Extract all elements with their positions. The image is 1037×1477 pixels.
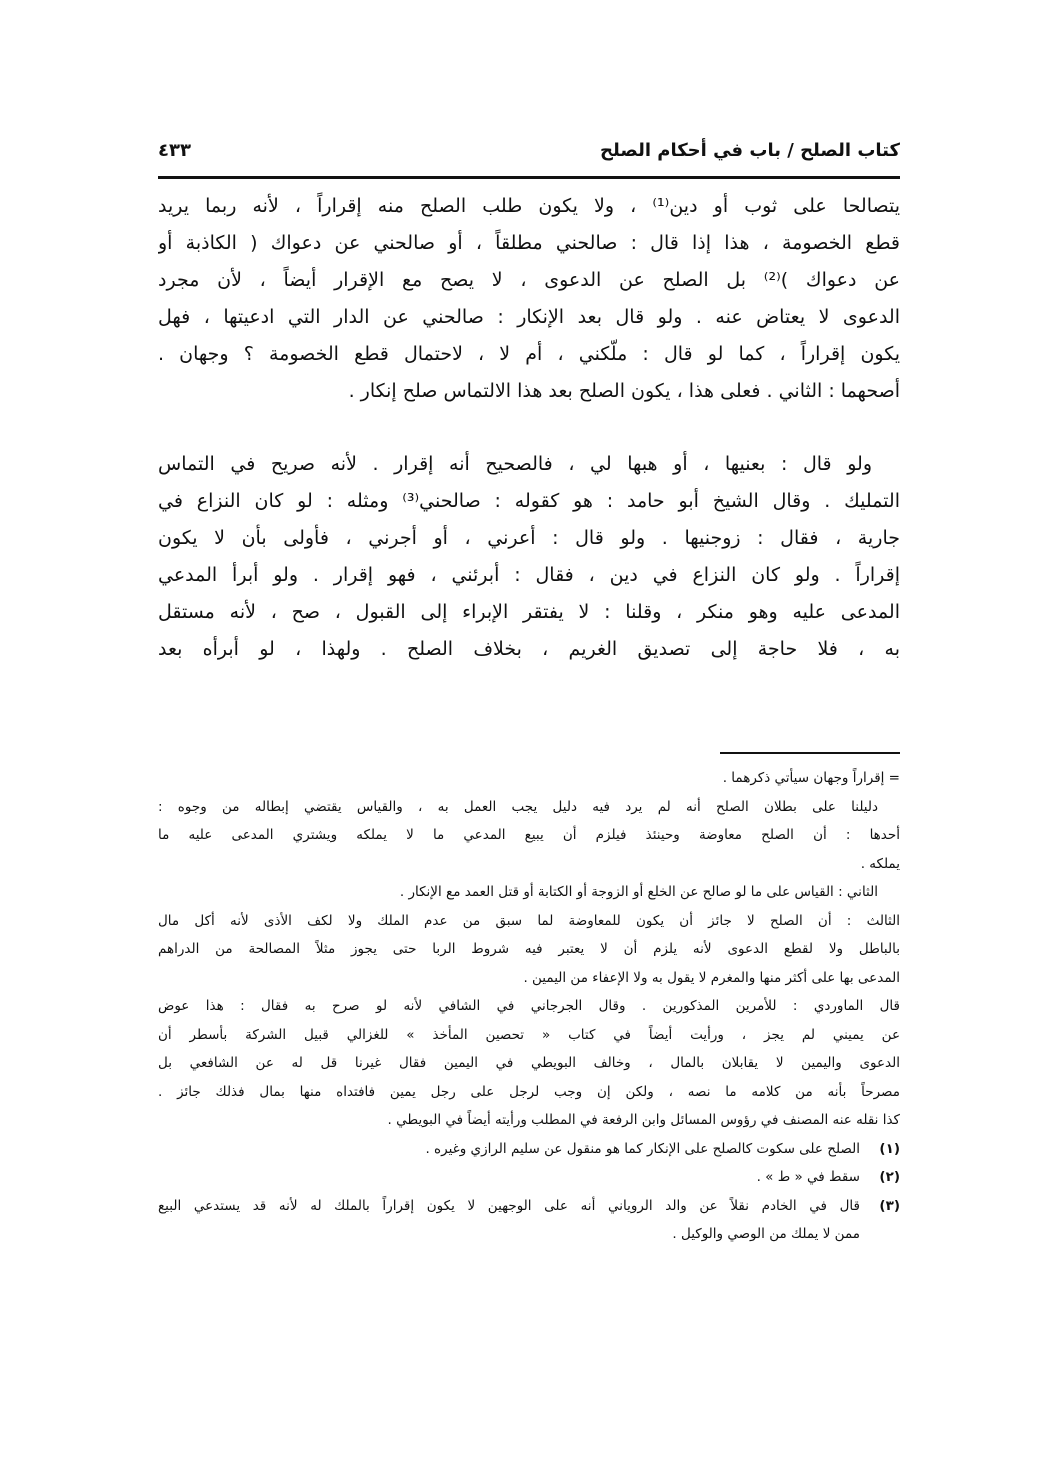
text-line: التمليك . وقال الشيخ أبو حامد : هو كقوله : صالحني⁽³⁾ ومثله : لو كان النزاع في (158, 490, 900, 512)
running-title: كتاب الصلح / باب في أحكام الصلح (600, 140, 900, 161)
footnotes (158, 764, 900, 1249)
footnote-text: سقط في « ط » . (756, 1169, 860, 1185)
header-rule (158, 176, 900, 179)
footnote-line: قال الماوردي : للأمرين المذكورين . وقال الجرجاني في الشافي لأنه لو صرح به فقال : هذا عوض (158, 998, 900, 1014)
text-line: الدعوى لا يعتاض عنه . ولو قال بعد الإنكار : صالحني عن الدار التي ادعيتها ، فهل (158, 306, 900, 328)
footnote-text: قال في الخادم نقلاً عن والد الروياني أنه على الوجهين لا يكون إقراراً بالملك له لأنه قد يستدعي البيع (158, 1197, 860, 1214)
footnote-line: الثاني : القياس على ما لو صالح عن الخلع أو الزوجة أو الكتابة أو قتل العمد مع الإنكار . (399, 884, 878, 900)
footnote-2 (158, 1163, 900, 1192)
footnote-line: ممن لا يملك من الوصي والوكيل . (672, 1226, 860, 1242)
text-line: عن دعواك )⁽²⁾ بل الصلح عن الدعوى ، لا يصح مع الإقرار أيضاً ، لأن مجرد (158, 269, 900, 291)
footnote-line: = إقراراً وجهان سيأتي ذكرهما . (722, 770, 900, 786)
paragraph (158, 446, 900, 668)
footnote-text: الصلح على سكوت كالصلح على الإنكار كما هو منقول عن سليم الرازي وغيره . (425, 1140, 860, 1157)
footnote-line: يملكه . (860, 855, 900, 872)
text-line: أصحهما : الثاني . فعلى هذا ، يكون الصلح بعد هذا الالتماس صلح إنكار . (348, 380, 900, 402)
text-line: المدعى عليه وهو منكر ، وقلنا : لا يفتقر الإبراء إلى القبول ، صح ، لأنه مستقل (158, 601, 900, 623)
footnote-marker: (٣) (879, 1197, 900, 1214)
footnote-line: المدعى بها على أكثر منها والمغرم لا يقول به ولا الإعفاء من اليمين . (523, 969, 900, 986)
footnote-line: بالباطل ولا لقطع الدعوى لأنه يلزم أن لا يعتبر فيه شروط الربا حتى يجوز مثلاً المصالحة من الدراهم (158, 941, 900, 957)
text-line: يكون إقراراً ، كما لو قال : ملّكني ، أم لا ، لاحتمال قطع الخصومة ؟ وجهان . (158, 343, 900, 365)
footnote-line: كذا نقله عنه المصنف في رؤوس المسائل وابن الرفعة في المطلب ورأيته أيضاً في البويطي . (387, 1112, 900, 1128)
text-line: به ، فلا حاجة إلى تصديق الغريم ، بخلاف الصلح . ولهذا ، لو أبرأه بعد (158, 638, 900, 660)
footnote-rule (720, 752, 900, 754)
footnote-marker: (١) (879, 1140, 900, 1157)
footnote-line: دليلنا على بطلان الصلح أنه لم يرد فيه دليل يجب العمل به ، والقياس يقتضي إبطاله من وجوه : (158, 798, 878, 815)
footnote-line: الدعوى واليمين لا يقابلان بالمال ، وخالف البويطي في اليمين فقال غيرنا قل له عن الشافعي بل (158, 1055, 900, 1071)
page-number: ٤٣٣ (158, 140, 191, 161)
footnote-line: عن يميني لم يجز ، ورأيت أيضاً في كتاب « تحصين المأخذ » للغزالي قبيل الشركة بأسطر أن (158, 1026, 900, 1043)
text-line: قطع الخصومة ، هذا إذا قال : صالحني مطلقاً ، أو صالحني عن دعواك ( الكاذبة أو (158, 232, 900, 254)
running-header (158, 140, 900, 170)
footnote-line: أحدها : أن الصلح معاوضة وحينئذ فيلزم أن يبيع المدعي ما لا يملكه ويشتري المدعى عليه ما (158, 827, 900, 843)
footnote-3 (158, 1192, 900, 1221)
text-line: إقراراً . ولو كان النزاع في دين ، فقال : أبرئني ، فهو إقرار . ولو أبرأ المدعي (158, 564, 900, 586)
footnote-line: الثالث : أن الصلح لا جائز أن يكون للمعاوضة لما سبق من عدم الملك ولا لكف الأذى لأنه أكل مال (158, 912, 900, 929)
main-text (158, 188, 900, 668)
footnote-1 (158, 1135, 900, 1164)
text-line: يتصالحا على ثوب أو دين⁽¹⁾ ، ولا يكون طلب الصلح منه إقراراً ، لأنه ربما يريد (158, 195, 900, 217)
text-line: ولو قال : بعنيها ، أو هبها لي ، فالصحيح أنه إقرار . لأنه صريح في التماس (158, 453, 872, 475)
paragraph (158, 188, 900, 410)
footnote-marker: (٢) (879, 1169, 900, 1185)
text-line: جارية ، فقال : زوجنيها . ولو قال : أعرني ، أو أجرني ، فأولى بأن لا يكون (158, 527, 900, 549)
footnote-line: مصرحاً بأنه من كلامه ما نصه ، ولكن إن وجب لرجل على رجل يمين فافتداه منها بمال فذلك جائز . (158, 1083, 900, 1100)
